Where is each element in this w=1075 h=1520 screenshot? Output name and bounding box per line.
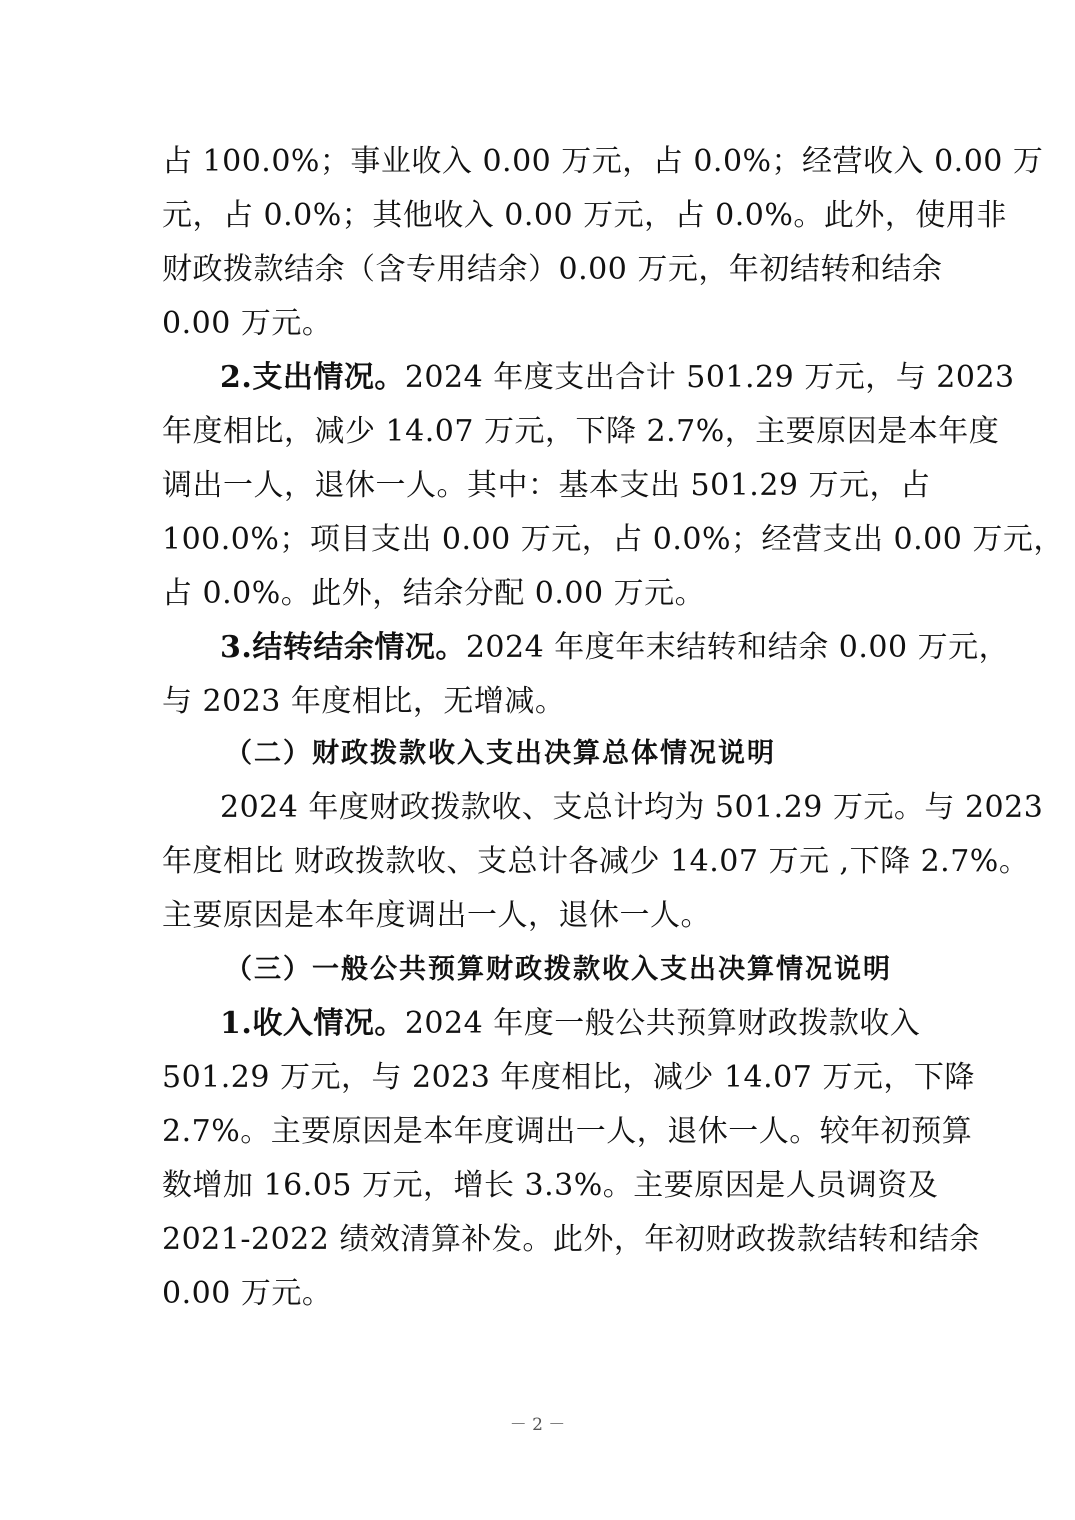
paragraph-first-line: 2024 年度财政拨款收、支总计均为 501.29 万元。与 2023	[220, 790, 1044, 825]
part-heading: （二）财政拨款收入支出决算总体情况说明	[225, 738, 776, 769]
paragraph-line: 占 0.0%。此外，结余分配 0.00 万元。	[162, 576, 706, 611]
section-heading: 3.结转结余情况。	[220, 630, 466, 665]
paragraph-line: 年度相比，减少 14.07 万元，下降 2.7%，主要原因是本年度	[162, 414, 1000, 449]
section-heading: 2.支出情况。	[220, 360, 405, 395]
paragraph-line: 2.7%。主要原因是本年度调出一人，退休一人。较年初预算	[162, 1114, 973, 1149]
paragraph-line: 0.00 万元。	[162, 1276, 333, 1311]
paragraph-line: 与 2023 年度相比，无增减。	[162, 684, 566, 719]
paragraph-line: 调出一人，退休一人。其中：基本支出 501.29 万元，占	[162, 468, 931, 503]
paragraph-line: 2021-2022 绩效清算补发。此外，年初财政拨款结转和结余	[162, 1222, 980, 1257]
paragraph-first-line	[220, 1004, 920, 1044]
part-heading: （三）一般公共预算财政拨款收入支出决算情况说明	[225, 954, 892, 985]
paragraph-text: 2024 年度一般公共预算财政拨款收入	[404, 1006, 921, 1041]
paragraph-line: 100.0%；项目支出 0.00 万元，占 0.0%；经营支出 0.00 万元，	[162, 522, 1064, 557]
page-number: － 2 －	[509, 1415, 566, 1435]
section-heading: 1.收入情况。	[220, 1006, 405, 1041]
paragraph-first-line	[220, 628, 1009, 668]
paragraph-line: 501.29 万元，与 2023 年度相比，减少 14.07 万元，下降	[162, 1060, 975, 1095]
paragraph-line: 数增加 16.05 万元，增长 3.3%。主要原因是人员调资及	[162, 1168, 939, 1203]
paragraph-first-line	[220, 358, 1015, 398]
paragraph-line: 元，占 0.0%；其他收入 0.00 万元，占 0.0%。此外，使用非	[162, 198, 1007, 233]
paragraph-text: 2024 年度支出合计 501.29 万元，与 2023	[404, 360, 1015, 395]
paragraph-line: 财政拨款结余（含专用结余）0.00 万元，年初结转和结余	[162, 252, 943, 287]
paragraph-line: 年度相比 财政拨款收、支总计各减少 14.07 万元 ,下降 2.7%。	[162, 844, 1030, 879]
paragraph-line: 占 100.0%；事业收入 0.00 万元，占 0.0%；经营收入 0.00 万	[162, 144, 1044, 179]
paragraph-text: 2024 年度年末结转和结余 0.00 万元，	[465, 630, 1010, 665]
paragraph-line: 主要原因是本年度调出一人，退休一人。	[162, 898, 711, 933]
paragraph-line: 0.00 万元。	[162, 306, 333, 341]
